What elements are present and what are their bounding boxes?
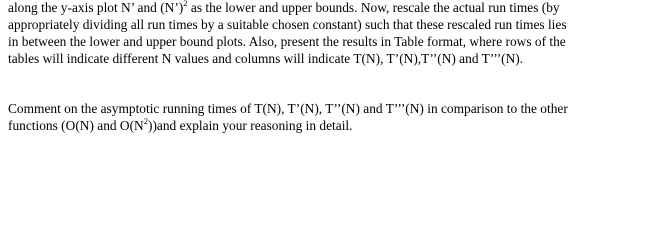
- paragraph1-line2: appropriately dividing all run times by a suitable chosen constant) such that these rescaled run times lies: [8, 17, 567, 32]
- text-segment: as the lower and upper bounds. Now, rescale the actual run times (by: [187, 0, 560, 15]
- text-segment: ))and explain your reasoning in detail.: [147, 118, 353, 133]
- paragraph1-line4: tables will indicate different N values and columns will indicate T(N), T’(N),T’’(N) and T’’’(N).: [8, 51, 524, 66]
- paragraph2-line2: [8, 115, 353, 134]
- superscript: 2: [143, 115, 148, 126]
- text-segment: along the y-axis plot N’ and (N’): [8, 0, 184, 15]
- paragraph2-line1: Comment on the asymptotic running times of T(N), T’(N), T’’(N) and T’’’(N) in comparison to the other: [8, 101, 568, 116]
- text-segment: functions (O(N) and O(N: [8, 118, 144, 133]
- paragraph1-line3: in between the lower and upper bound plots. Also, present the results in Table format, where rows of the: [8, 34, 566, 49]
- paragraph1-line1: [8, 0, 560, 16]
- superscript: 2: [183, 0, 188, 8]
